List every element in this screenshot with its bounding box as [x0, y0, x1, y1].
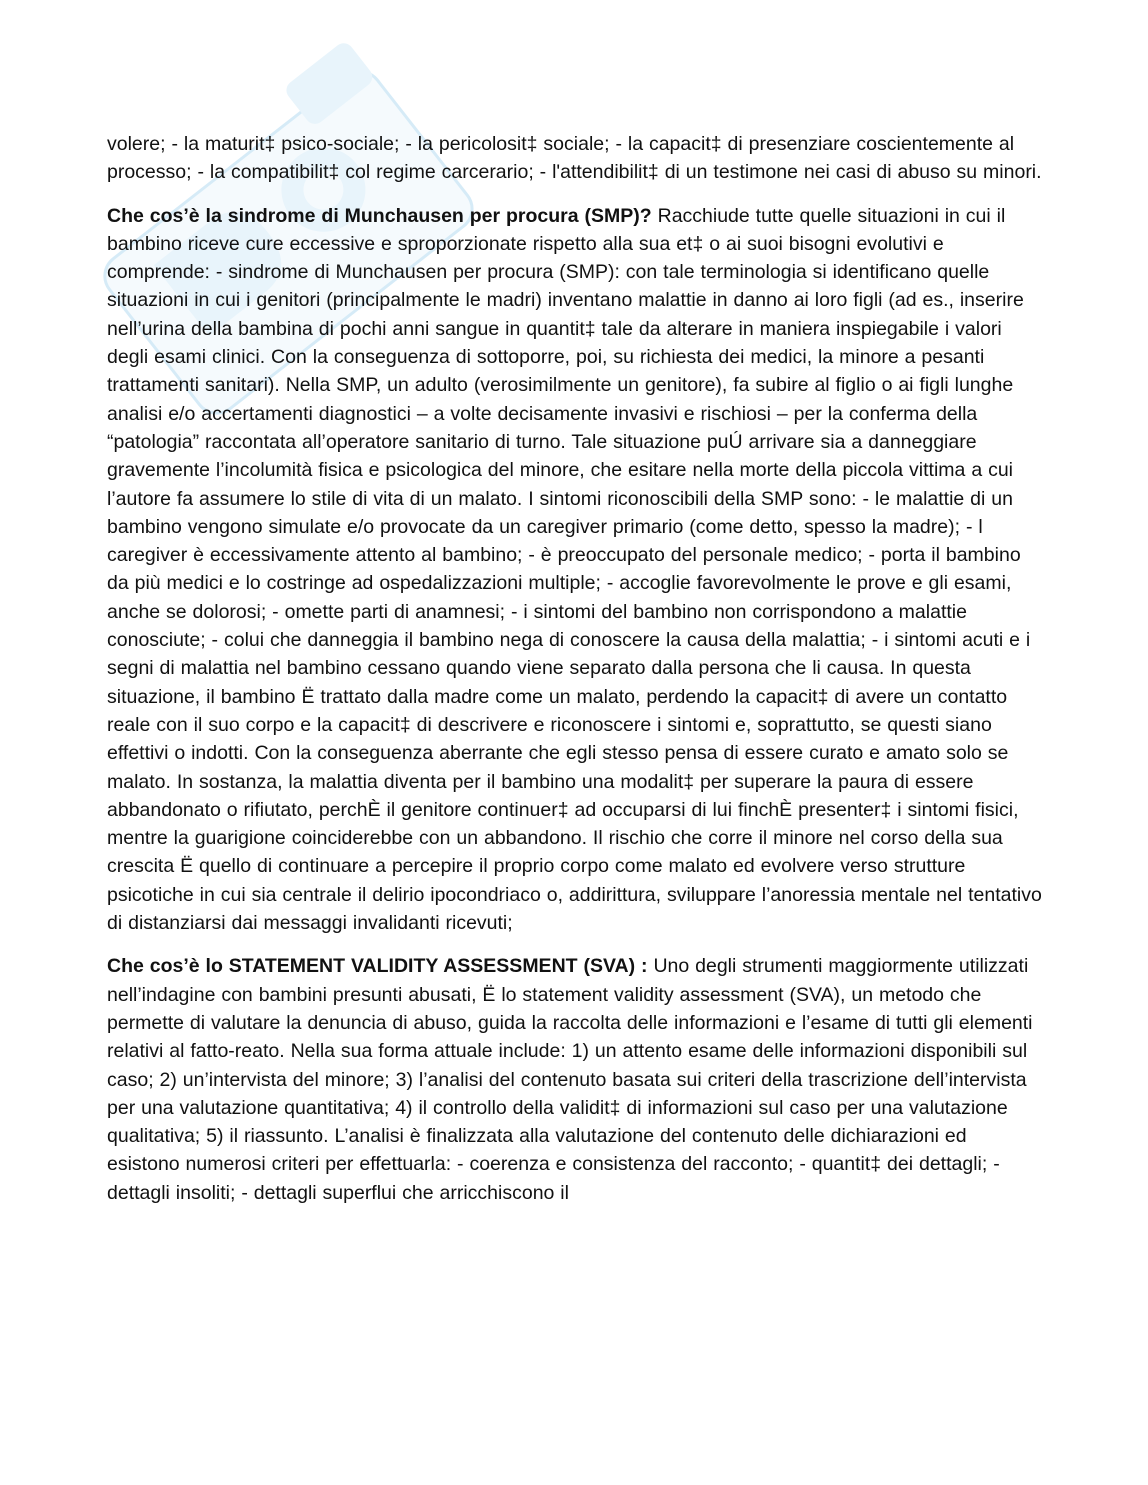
smp-body: Racchiude tutte quelle situazioni in cui il bambino riceve cure eccessive e sproporzionate rispetto alla sua et‡ o ai suoi bisogni evolutivi e comprende: - sindrome di Munchausen per procura (SMP): con tale terminologia si identificano quelle situazioni in cui i genitori (principalmente le madri) inventano malattie in danno ai loro figli (ad es., inserire nell’urina della bambina di pochi anni sangue in quantit‡ tale da alterare in maniera inspiegabile i valori degli esami clinici. Con la conseguenza di sottoporre, poi, su richiesta dei medici, la minore a pesanti trattamenti sanitari). Nella SMP, un adulto (verosimilmente un genitore), fa subire al figlio o ai figli lunghe analisi e/o accertamenti diagnostici – a volte decisamente invasivi e rischiosi – per la conferma della “patologia” raccontata all’operatore sanitario di turno. Tale situazione puÚ arrivare sia a danneggiare gravemente l’incolumità fisica e psicologica del minore, che esitare nella morte della piccola vittima a cui l’autore fa assumere lo stile di vita di un malato. I sintomi riconoscibili della SMP sono: - le malattie di un bambino vengono simulate e/o provocate da un caregiver primario (come detto, spesso la madre); - l caregiver è eccessivamente attento al bambino; - è preoccupato del personale medico; - porta il bambino da più medici e lo costringe ad ospedalizzazioni multiple; - accoglie favorevolmente le prove e gli esami, anche se dolorosi; - omette parti di anamnesi; - i sintomi del bambino non corrispondono a malattie conosciute; - colui che danneggia il bambino nega di conoscere la causa della malattia; - i sintomi acuti e i segni di malattia nel bambino cessano quando viene separato dalla persona che li causa. In questa situazione, il bambino Ë trattato dalla madre come un malato, perdendo la capacit‡ di avere un contatto reale con il suo corpo e la capacit‡ di descrivere e riconoscere i sintomi e, soprattutto, se questi siano effettivi o indotti. Con la conseguenza aberrante che egli stesso pensa di essere curato e amato solo se malato. In sostanza, la malattia diventa per il bambino una modalit‡ per superare la paura di essere abbandonato o rifiutato, perchÈ il genitore continuer‡ ad occuparsi di lui finchÈ presenter‡ i sintomi fisici, mentre la guarigione coinciderebbe con un abbandono. Il rischio che corre il minore nel corso della sua crescita Ë quello di continuare a percepire il proprio corpo come malato ed evolvere verso strutture psicotiche in cui sia centrale il delirio ipocondriaco o, addirittura, sviluppare l’anoressia mentale nel tentativo di distanziarsi dai messaggi invalidanti ricevuti;	[107, 204, 1042, 935]
paragraph-intro	[107, 130, 1042, 187]
sva-body: Uno degli strumenti maggiormente utilizzati nell’indagine con bambini presunti abusati, Ë lo statement validity assessment (SVA), un metodo che permette di valutare la denuncia di abuso, guida la raccolta delle informazioni e l’esame di tutti gli elementi relativi al fatto-reato. Nella sua forma attuale include: 1) un attento esame delle informazioni disponibili sul caso; 2) un’intervista del minore; 3) l’analisi del contenuto basata sui criteri della trascrizione dell’intervista per una valutazione quantitativa; 4) il controllo della validit‡ di informazioni sul caso per una valutazione qualitativa; 5) il riassunto. L’analisi è finalizzata alla valutazione del contenuto delle dichiarazioni ed esistono numerosi criteri per effettuarla: - coerenza e consistenza del racconto; - quantit‡ dei dettagli; - dettagli insoliti; - dettagli superflui che arricchiscono il	[107, 955, 1033, 1204]
paragraph-intro-text: volere; - la maturit‡ psico-sociale; - la pericolosit‡ sociale; - la capacit‡ di presenziare coscientemente al processo; - la compatibilit‡ col regime carcerario; - l'attendibilit‡ di un testimone nei casi di abuso su minori.	[107, 133, 1042, 184]
sva-heading: Che cos’è lo STATEMENT VALIDITY ASSESSMENT (SVA) :	[107, 955, 648, 978]
document-body	[107, 130, 1042, 1222]
smp-heading: Che cos’è la sindrome di Munchausen per procura (SMP)?	[107, 204, 652, 227]
paragraph-sva	[107, 952, 1042, 1207]
paragraph-smp	[107, 202, 1042, 938]
